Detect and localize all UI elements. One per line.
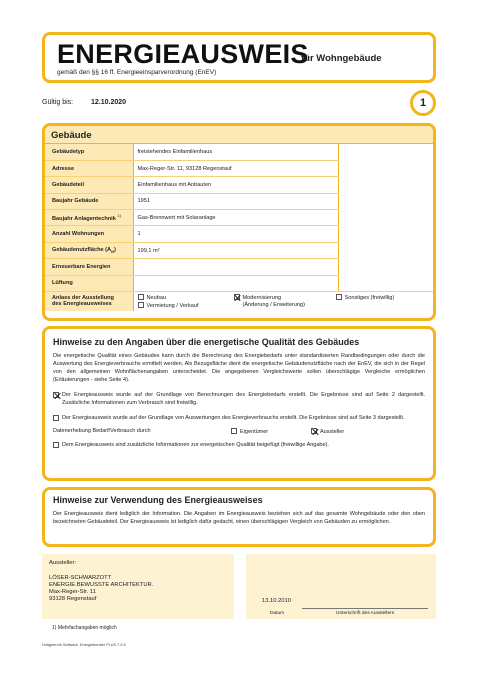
checkbox-bedarf[interactable]: [53, 392, 59, 398]
row-key-text: Baujahr Anlagentechnik: [52, 216, 116, 223]
row-key: Adresse: [45, 160, 133, 176]
row-key-subscript: N: [111, 249, 114, 255]
signature-line: [302, 608, 428, 609]
law-reference: gemäß den §§ 16 ff. Energieeinsparverordnung (EnEV): [57, 69, 217, 76]
option-verbrauch-text: Der Energieausweis wurde auf der Grundlage von Auswertungen des Energieverbrauchs erstellt. Die Ergebnisse sind auf Seite 3 dargestellt.: [62, 415, 405, 421]
checkbox-neubau[interactable]: [138, 294, 144, 300]
opt-aussteller-label: Aussteller: [320, 429, 345, 435]
anlass-key-line1: Anlass der Ausstellung: [52, 294, 114, 301]
validity-label: Gültig bis:: [42, 99, 74, 106]
row-value: [133, 275, 338, 291]
signature-box: [246, 554, 436, 619]
hinweise-qualitaet-title: Hinweise zu den Angaben über die energetische Qualität des Gebäudes: [53, 337, 360, 347]
row-key: Erneuerbare Energien: [45, 259, 133, 275]
opt-modernisierung-label: Modernisierung: [242, 295, 282, 302]
row-value: 1: [133, 226, 338, 242]
option-zusatzinfo: [53, 441, 425, 449]
option-verbrauch: [53, 414, 425, 422]
anlass-key: [45, 292, 133, 311]
row-key: Lüftung: [45, 275, 133, 291]
gebaeude-title: Gebäude: [45, 126, 433, 144]
validity-date: 12.10.2020: [91, 99, 127, 106]
photo-area: [338, 144, 433, 292]
opt-modernisierung-sub: (Änderung / Erweiterung): [242, 302, 305, 309]
row-key: Anzahl Wohnungen: [45, 226, 133, 242]
checkbox-zusatzinfo[interactable]: [53, 442, 59, 448]
validity-row: [42, 96, 436, 110]
gebaeude-table: [45, 144, 433, 311]
anlass-row: [45, 292, 433, 311]
option-bedarf-text: Der Energieausweis wurde auf der Grundlage von Berechnungen des Energiebedarfs erstellt. Die Ergebnisse sind auf Seite 2 dargestellt. Zusätzliche Informationen zum Verbrauch sind freiwillig.: [62, 392, 425, 406]
hinweise-verwendung-text: Der Energieausweis dient lediglich der Information. Die Angaben im Energieausweis beziehen sich auf das gesamte Wohngebäude oder den oben bezeichneten Gebäudeteil. Der Energieausweis ist lediglich dafür gedacht, einen überschlägigen Vergleich von Gebäuden zu ermöglichen.: [53, 511, 425, 525]
row-value: [133, 259, 338, 275]
opt-sonstiges-label: Sonstiges (freiwillig): [344, 295, 395, 302]
checkbox-eigentuemer[interactable]: [231, 428, 237, 434]
hinweise-verwendung-section: [42, 487, 436, 547]
document-subtitle: für Wohngebäude: [301, 53, 382, 64]
opt-eigentuemer-label: Eigentümer: [240, 429, 269, 435]
datenerhebung-row: [53, 428, 425, 437]
opt-neubau-label: Neubau: [146, 295, 167, 302]
header-box: [42, 32, 436, 83]
opt-eigentuemer: [231, 428, 268, 435]
row-key-text: Gebäudenutzfläche (A: [52, 246, 112, 253]
footnote: 1) Mehrfachangaben möglich: [52, 625, 117, 631]
software-credit: Hottgenroth Software, Energieberater PLUS 7.0.6: [42, 643, 126, 647]
signature-date: 13.10.2010: [262, 598, 292, 604]
aussteller-line4: 93128 Regenstauf: [49, 596, 97, 602]
row-key: Gebäudeteil: [45, 177, 133, 193]
row-key-footnote: 1): [117, 213, 121, 219]
aussteller-line3: Max-Reger-Str. 11: [49, 589, 96, 595]
row-key: Gebäudetyp: [45, 144, 133, 160]
signature-caption: Unterschrift des Ausstellers: [336, 611, 395, 616]
document-title: ENERGIEAUSWEIS: [57, 39, 309, 69]
row-value: 1951: [133, 193, 338, 209]
option-bedarf: [53, 391, 425, 407]
row-value: Einfamilienhaus mit Anbauten: [133, 177, 338, 193]
datenerhebung-label: Datenerhebung Bedarf/Verbrauch durch: [53, 428, 151, 434]
option-zusatzinfo-text: Dem Energieausweis sind zusätzliche Informationen zur energetischen Qualität beigefügt (freiwillige Angabe).: [62, 442, 329, 448]
gebaeude-section: [42, 123, 436, 321]
opt-aussteller: [311, 428, 344, 435]
hinweise-qualitaet-section: [42, 326, 436, 481]
table-row: [45, 144, 433, 160]
row-value: Gas-Brennwert mit Solaranlage: [133, 210, 338, 226]
checkbox-aussteller[interactable]: [311, 428, 317, 434]
page-number-badge: 1: [410, 90, 436, 116]
hinweise-verwendung-title: Hinweise zur Verwendung des Energieausweises: [53, 495, 263, 505]
row-key: [45, 242, 133, 258]
checkbox-sonstiges[interactable]: [336, 294, 342, 300]
checkbox-modernisierung[interactable]: [234, 294, 240, 300]
aussteller-line2: ENERGIE.BEWUSSTE ARCHITEKTUR.: [49, 582, 154, 588]
anlass-options: [133, 292, 433, 311]
aussteller-box: [42, 554, 234, 619]
row-value: 199,1 m²: [133, 242, 338, 258]
row-value: Max-Reger-Str. 11, 93128 Regenstauf: [133, 160, 338, 176]
date-caption: Datum: [270, 611, 285, 616]
anlass-key-line2: des Energieausweises: [52, 301, 112, 308]
row-key: Baujahr Gebäude: [45, 193, 133, 209]
checkbox-vermietung[interactable]: [138, 302, 144, 308]
opt-vermietung-label: Vermietung / Verkauf: [146, 303, 199, 310]
aussteller-line1: LÖSER-SCHWARZOTT: [49, 575, 112, 581]
row-key: [45, 210, 133, 226]
checkbox-verbrauch[interactable]: [53, 415, 59, 421]
hinweise-qualitaet-text: Die energetische Qualität eines Gebäudes kann durch die Berechnung des Energiebedarfs unter standardisierten Randbedingungen oder durch die Auswertung des Energieverbrauchs ermittelt werden. Als Bezugsfläche dient die energetische Gebäudenutzfläche nach der EnEV, die sich in der Regel von den allgemeinen Wohnflächenangaben unterscheidet. Die angegebenen Vergleichswerte sollen überschlägige Vergleiche ermöglichen (Erläuterungen - siehe Seite 4).: [53, 353, 425, 383]
row-key-end: ): [113, 246, 116, 253]
aussteller-label: Aussteller:: [49, 560, 77, 566]
row-value: freistehendes Einfamilienhaus: [133, 144, 338, 160]
